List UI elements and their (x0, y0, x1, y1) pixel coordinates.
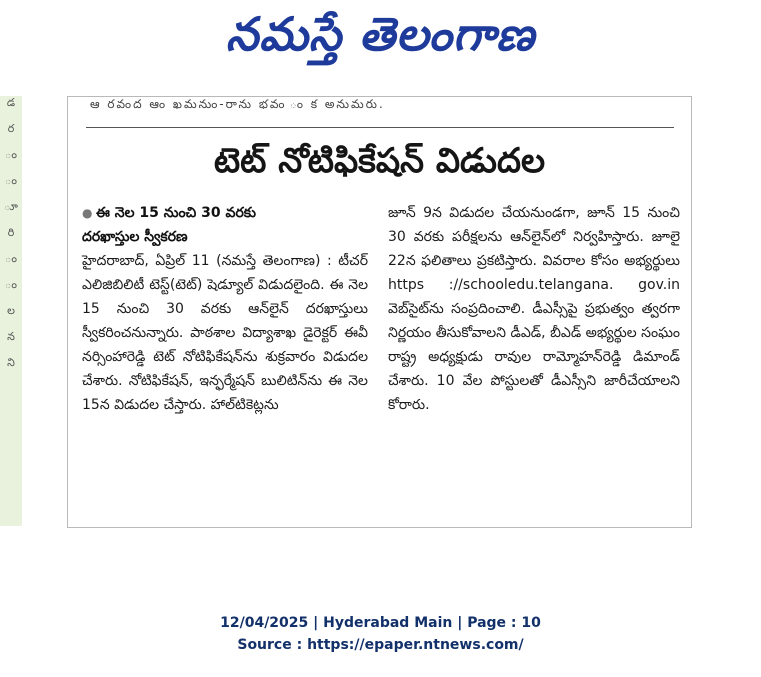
side-glyph: ని (7, 356, 15, 369)
article-right-body: జూన్‌ 9న విడుదల చేయనుండగా, జూన్‌ 15 నుంచి 30 వరకు పరీక్షలను ఆన్‌లైన్‌లో నిర్వహిస్తారు. జూలై 22న ఫలితాలు ప్రకటిస్తారు. వివరాల కోసం అభ్యర్థులు https ://schooledu.telangana. gov.in వెబ్‌సైట్‌ను సంప్రదించాలి. డీఎస్సీపై ప్రభుత్వం త్వరగా నిర్ణయం తీసుకోవాలని డీఎడ్‌, బీఎడ్‌ అభ్యర్థుల సంఘం రాష్ట్ర అధ్యక్షుడు రావుల రామ్మోహన్‌రెడ్డి డిమాండ్‌ చేశారు. 10 వేల పోస్టులతో డీఎస్సీని జారీచేయాలని కోరారు. (388, 205, 680, 413)
side-glyph: డ (6, 96, 16, 109)
epaper-footer (0, 612, 761, 656)
side-glyph: ం (5, 148, 17, 161)
article-right-column (388, 201, 680, 417)
article-clipping (67, 96, 692, 528)
side-glyph: ం (5, 174, 17, 187)
subhead-line-2: దరఖాస్తుల స్వీకరణ (82, 229, 188, 245)
bullet-icon: ● (82, 206, 93, 220)
article-subhead (82, 201, 368, 249)
adjacent-article-strip (0, 96, 22, 526)
headline-divider (86, 127, 674, 128)
footer-source: Source : https://epaper.ntnews.com/ (237, 637, 524, 653)
side-glyph: ల (7, 304, 15, 317)
cut-previous-article-line: ఆ రవంద ఆం ఖమనుం-రాను భవం ం క అనుమరు. (90, 97, 385, 109)
newspaper-masthead: నమస్తే తెలంగాణ (225, 7, 536, 61)
side-glyph: ర (7, 122, 15, 135)
side-glyph: ం (5, 252, 17, 265)
article-left-column (82, 201, 368, 417)
article-headline: టెట్‌ నోటిఫికేషన్‌ విడుదల (213, 141, 546, 181)
side-glyph: ం (5, 278, 17, 291)
subhead-line-1: ఈ నెల 15 నుంచి 30 వరకు (96, 205, 256, 221)
footer-date-edition-page: 12/04/2025 | Hyderabad Main | Page : 10 (220, 615, 541, 631)
side-glyph: రి (7, 226, 15, 239)
side-glyph: ూ (4, 200, 18, 213)
article-left-body: హైదరాబాద్‌, ఏప్రిల్‌ 11 (నమస్తే తెలంగాణ) : టీచర్‌ ఎలిజిబిలిటీ టెస్ట్‌(టెట్‌) షెడ్యూల్‌ విడుదలైంది. ఈ నెల 15 నుంచి 30 వరకు ఆన్‌లైన్‌ దరఖాస్తులు స్వీకరించనున్నారు. పాఠశాల విద్యాశాఖ డైరెక్టర్‌ ఈవీ నర్సింహారెడ్డి టెట్‌ నోటిఫికేషన్‌ను శుక్రవారం విడుదల చేశారు. నోటిఫికేషన్‌, ఇన్ఫర్మేషన్‌ బులిటిన్‌ను ఈ నెల 15న విడుదల చేస్తారు. హాల్‌టికెట్లను (82, 253, 368, 413)
side-glyph: న (7, 330, 15, 343)
